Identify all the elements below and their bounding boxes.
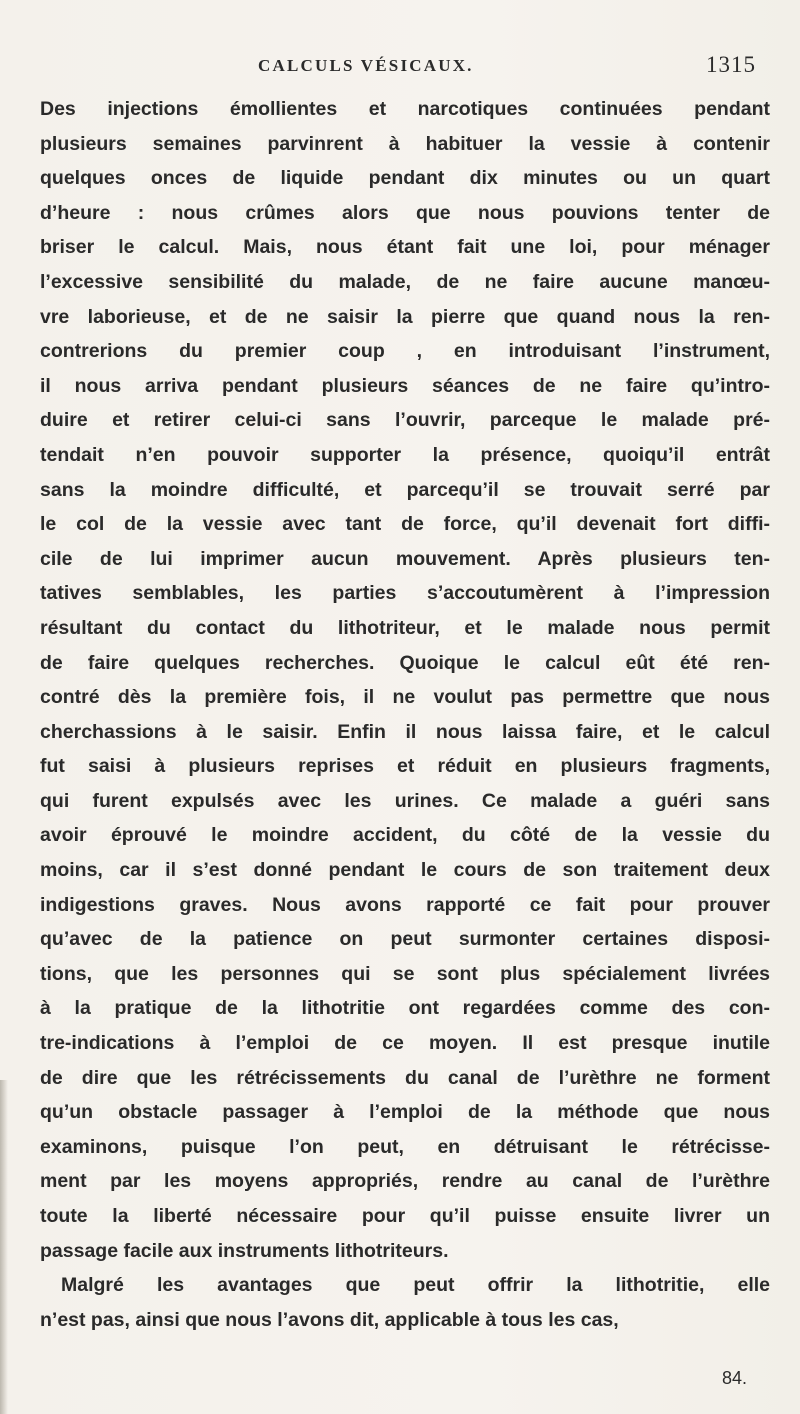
text-line: examinons, puisque l’on peut, en détruisant le rétrécisse- xyxy=(40,1135,770,1158)
text-line: le col de la vessie avec tant de force, qu’il devenait fort diffi- xyxy=(40,513,770,536)
text-line: Des injections émollientes et narcotiques continuées pendant xyxy=(40,98,770,120)
text-line: n’est pas, ainsi que nous l’avons dit, applicable à tous les cas, xyxy=(40,1308,619,1331)
text-line: indigestions graves. Nous avons rapporté ce fait pour prouver xyxy=(40,893,770,916)
body-text xyxy=(40,92,770,1337)
text-line: passage facile aux instruments lithotriteurs. xyxy=(40,1239,449,1262)
text-line: cherchassions à le saisir. Enfin il nous laissa faire, et le calcul xyxy=(40,720,770,743)
text-line: tatives semblables, les parties s’accoutumèrent à l’impression xyxy=(40,582,770,605)
running-head xyxy=(0,52,800,84)
text-line: de faire quelques recherches. Quoique le calcul eût été ren- xyxy=(40,651,770,674)
signature-mark: 84. xyxy=(722,1368,748,1388)
text-line: Malgré les avantages que peut offrir la lithotritie, elle xyxy=(61,1274,770,1297)
text-line: qu’un obstacle passager à l’emploi de la méthode que nous xyxy=(40,1101,770,1124)
page-number: 1315 xyxy=(706,52,756,77)
text-line: quelques onces de liquide pendant dix minutes ou un quart xyxy=(40,167,770,190)
text-line: avoir éprouvé le moindre accident, du côté de la vessie du xyxy=(40,824,770,847)
text-line: tre-indications à l’emploi de ce moyen. Il est presque inutile xyxy=(40,1032,770,1055)
text-line: tions, que les personnes qui se sont plus spécialement livrées xyxy=(40,962,770,985)
text-line: duire et retirer celui-ci sans l’ouvrir, parceque le malade pré- xyxy=(40,409,770,432)
text-line: tendait n’en pouvoir supporter la présence, quoiqu’il entrât xyxy=(40,443,770,466)
text-line: vre laborieuse, et de ne saisir la pierre que quand nous la ren- xyxy=(40,305,770,328)
text-line: contré dès la première fois, il ne voulut pas permettre que nous xyxy=(40,686,770,709)
text-line: résultant du contact du lithotriteur, et le malade nous permit xyxy=(40,616,770,639)
text-line: toute la liberté nécessaire pour qu’il puisse ensuite livrer un xyxy=(40,1205,770,1227)
text-line: d’heure : nous crûmes alors que nous pouvions tenter de xyxy=(40,201,770,224)
text-line: briser le calcul. Mais, nous étant fait une loi, pour ménager xyxy=(40,236,770,259)
text-line: qui furent expulsés avec les urines. Ce malade a guéri sans xyxy=(40,789,770,812)
text-line: ment par les moyens appropriés, rendre au canal de l’urèthre xyxy=(40,1170,770,1193)
running-title: CALCULS VÉSICAUX. xyxy=(258,56,474,75)
text-line: contrerions du premier coup , en introduisant l’instrument, xyxy=(40,340,770,363)
text-line: cile de lui imprimer aucun mouvement. Après plusieurs ten- xyxy=(40,547,770,570)
text-line: fut saisi à plusieurs reprises et réduit en plusieurs fragments, xyxy=(40,755,770,778)
text-line: de dire que les rétrécissements du canal de l’urèthre ne forment xyxy=(40,1066,770,1089)
text-line: l’excessive sensibilité du malade, de ne faire aucune manœu- xyxy=(40,270,770,293)
text-line: sans la moindre difficulté, et parcequ’il se trouvait serré par xyxy=(40,478,770,501)
text-line: moins, car il s’est donné pendant le cours de son traitement deux xyxy=(40,859,770,882)
text-line: plusieurs semaines parvinrent à habituer la vessie à contenir xyxy=(40,132,770,155)
text-line: à la pratique de la lithotritie ont regardées comme des con- xyxy=(40,997,770,1020)
page-edge-shadow xyxy=(0,1080,8,1414)
text-line: il nous arriva pendant plusieurs séances de ne faire qu’intro- xyxy=(40,374,770,397)
text-line: qu’avec de la patience on peut surmonter certaines disposi- xyxy=(40,928,770,951)
